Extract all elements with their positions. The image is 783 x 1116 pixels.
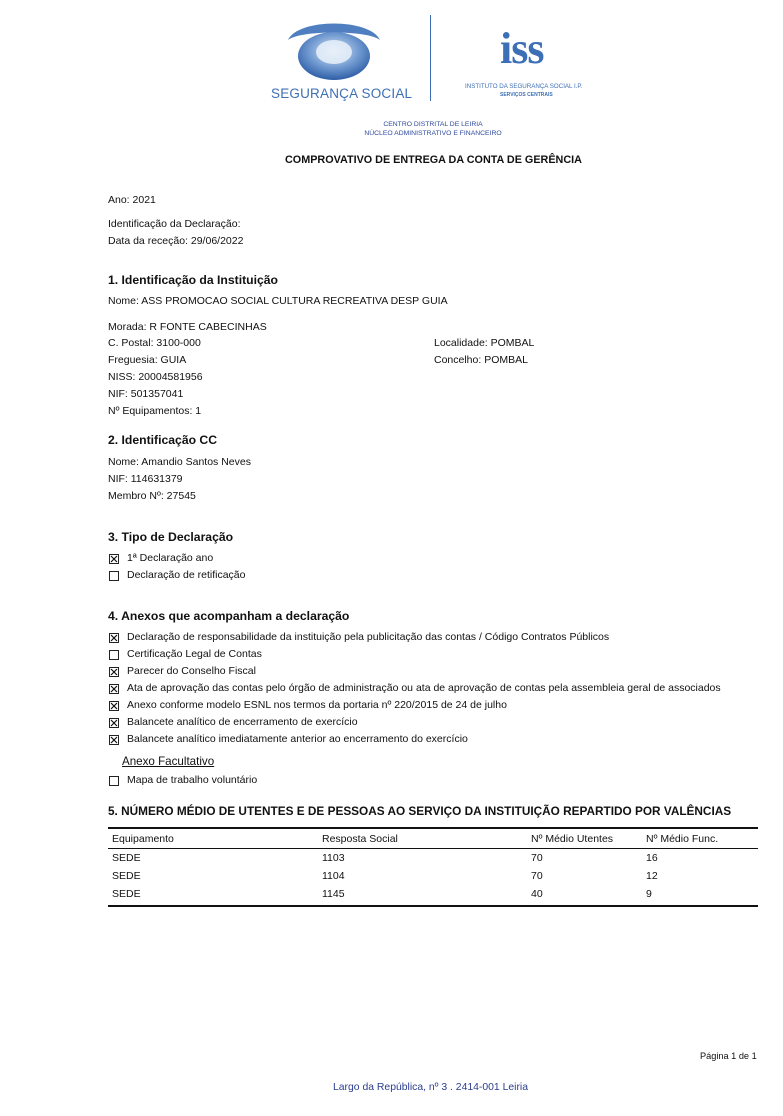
checkbox-unchecked[interactable]: [109, 571, 119, 581]
footer-address: Largo da República, nº 3 . 2414-001 Leiria: [333, 1082, 529, 1093]
seguranca-social-logo: [268, 12, 413, 104]
anexo-label: Balancete analítico imediatamente anterior ao encerramento do exercício: [127, 733, 468, 745]
center-line1: CENTRO DISTRITAL DE LEIRIA: [383, 121, 483, 128]
anexo-label: Ata de aprovação das contas pelo órgão de administração ou ata de aprovação de contas pela assembleia geral de associados: [127, 682, 721, 694]
table-cell: 9: [646, 888, 652, 900]
section2-title: 2. Identificação CC: [108, 433, 218, 447]
check-x-icon: [110, 555, 118, 563]
table-cell: 12: [646, 870, 658, 882]
concelho: Concelho: POMBAL: [434, 354, 528, 366]
anexo-label: Anexo conforme modelo ESNL nos termos da portaria nº 220/2015 de 24 de julho: [127, 699, 507, 711]
ano: Ano: 2021: [108, 194, 156, 206]
iss-logo: [462, 24, 602, 98]
cc-membro: Membro Nº: 27545: [108, 490, 196, 502]
morada: Morada: R FONTE CABECINHAS: [108, 321, 267, 333]
freguesia: Freguesia: GUIA: [108, 354, 187, 366]
table-cell: SEDE: [112, 852, 141, 864]
tipo-declaracao-label: 1ª Declaração ano: [127, 552, 214, 564]
seguranca-social-text: SEGURANÇA SOCIAL: [271, 86, 413, 101]
page-number: Página 1 de 1: [700, 1051, 757, 1061]
checkbox-unchecked[interactable]: [109, 776, 119, 786]
col-header-medio-utentes: Nº Médio Utentes: [531, 833, 614, 845]
table-cell: 70: [531, 870, 543, 882]
document-title: COMPROVATIVO DE ENTREGA DA CONTA DE GERÊNCIA: [285, 154, 582, 166]
check-x-icon: [110, 685, 118, 693]
iss-line2: SERVIÇOS CENTRAIS: [500, 92, 553, 98]
table-cell: 1145: [322, 888, 345, 900]
table-cell: SEDE: [112, 888, 141, 900]
checkbox-checked[interactable]: [109, 701, 119, 711]
tipo-declaracao-label: Declaração de retificação: [127, 569, 246, 581]
section4-title: 4. Anexos que acompanham a declaração: [108, 609, 350, 623]
identificacao-declaracao: Identificação da Declaração:: [108, 218, 241, 230]
anexo-label: Parecer do Conselho Fiscal: [127, 665, 256, 677]
localidade: Localidade: POMBAL: [434, 337, 535, 349]
section1-title: 1. Identificação da Instituição: [108, 273, 278, 287]
anexo-label: Certificação Legal de Contas: [127, 648, 262, 660]
institution-name: Nome: ASS PROMOCAO SOCIAL CULTURA RECREATIVA DESP GUIA: [108, 295, 448, 307]
table-cell: SEDE: [112, 870, 141, 882]
cc-nif: NIF: 114631379: [108, 473, 183, 485]
anexo-label: Balancete analítico de encerramento de exercício: [127, 716, 358, 728]
logo-divider: [430, 15, 431, 101]
table-bottom-rule: [108, 905, 758, 907]
checkbox-checked[interactable]: [109, 554, 119, 564]
table-cell: 70: [531, 852, 543, 864]
col-header-equipamento: Equipamento: [112, 833, 174, 845]
col-header-medio-func: Nº Médio Func.: [646, 833, 719, 845]
col-header-resposta-social: Resposta Social: [322, 833, 398, 845]
anexo-facultativo-title: Anexo Facultativo: [122, 755, 215, 768]
codigo-postal: C. Postal: 3100-000: [108, 337, 201, 349]
checkbox-checked[interactable]: [109, 667, 119, 677]
cc-nome: Nome: Amandio Santos Neves: [108, 456, 251, 468]
iss-line1: INSTITUTO DA SEGURANÇA SOCIAL I.P.: [465, 83, 583, 90]
checkbox-checked[interactable]: [109, 718, 119, 728]
table-cell: 40: [531, 888, 543, 900]
table-top-rule: [108, 827, 758, 829]
check-x-icon: [110, 668, 118, 676]
table-header-rule: [108, 848, 758, 849]
section3-title: 3. Tipo de Declaração: [108, 530, 234, 544]
table-cell: 16: [646, 852, 658, 864]
num-equipamentos: Nº Equipamentos: 1: [108, 405, 202, 417]
checkbox-checked[interactable]: [109, 633, 119, 643]
check-x-icon: [110, 736, 118, 744]
check-x-icon: [110, 702, 118, 710]
data-rececao: Data da receção: 29/06/2022: [108, 235, 244, 247]
table-cell: 1103: [322, 852, 345, 864]
nif-instituicao: NIF: 501357041: [108, 388, 184, 400]
checkbox-checked[interactable]: [109, 735, 119, 745]
table-cell: 1104: [322, 870, 345, 882]
anexo-label: Declaração de responsabilidade da instituição pela publicitação das contas / Código Contratos Públicos: [127, 631, 610, 643]
niss: NISS: 20004581956: [108, 371, 203, 383]
center-line2: NÚCLEO ADMINISTRATIVO E FINANCEIRO: [364, 130, 502, 137]
check-x-icon: [110, 634, 118, 642]
iss-mark-text: iss: [500, 24, 544, 73]
checkbox-unchecked[interactable]: [109, 650, 119, 660]
anexo-facultativo-label: Mapa de trabalho voluntário: [127, 774, 258, 786]
checkbox-checked[interactable]: [109, 684, 119, 694]
check-x-icon: [110, 719, 118, 727]
section5-title: 5. NÚMERO MÉDIO DE UTENTES E DE PESSOAS AO SERVIÇO DA INSTITUIÇÃO REPARTIDO POR VALÊNCIAS: [108, 804, 732, 818]
